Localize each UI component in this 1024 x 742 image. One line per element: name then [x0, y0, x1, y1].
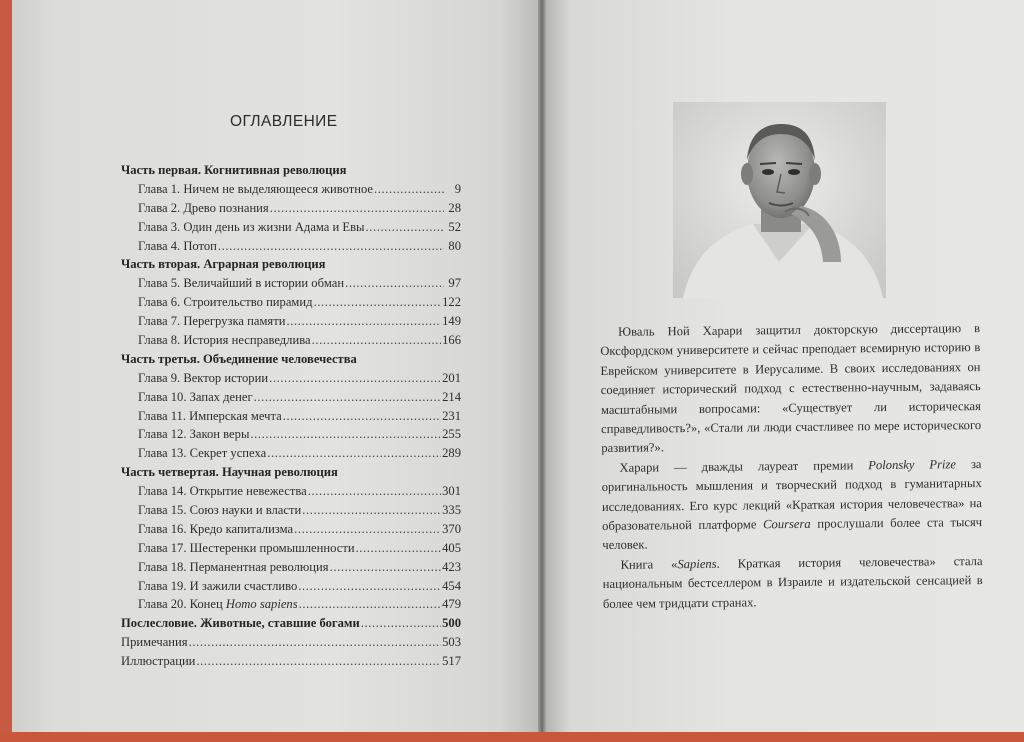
- toc-part-heading: [121, 163, 461, 182]
- toc-page-number: 500: [442, 616, 461, 631]
- toc-entry: [121, 276, 461, 295]
- toc-entry: [121, 446, 461, 465]
- toc-entry-label: Глава 19. И зажили счастливо: [138, 578, 298, 593]
- toc-page-number: 289: [442, 446, 461, 461]
- toc-page-number: 80: [448, 238, 461, 253]
- cover-edge-bottom: [0, 732, 1024, 742]
- toc-entry-label: Глава 11. Имперская мечта: [138, 408, 282, 423]
- toc-entry: [121, 295, 461, 314]
- toc-page-number: 479: [442, 597, 461, 612]
- toc-entry-label: Глава 17. Шестеренки промышленности: [138, 540, 355, 555]
- toc-page-number: 517: [442, 654, 461, 669]
- toc-leader-dots: [254, 390, 441, 405]
- toc-page-number: 231: [442, 408, 461, 423]
- toc-entry: [121, 635, 461, 654]
- toc-entry-label: Глава 16. Кредо капитализма: [138, 521, 294, 536]
- toc-part-heading: [121, 465, 461, 484]
- toc-page-number: 201: [442, 370, 461, 385]
- toc-entry: [121, 427, 461, 446]
- toc-entry-label: Глава 3. Один день из жизни Адама и Евы: [138, 219, 365, 234]
- toc-entry: [121, 597, 461, 616]
- toc-entry-label: Глава 4. Потоп: [138, 238, 217, 253]
- toc-page-number: 149: [442, 314, 461, 329]
- toc-part-heading: [121, 616, 461, 635]
- toc-entry: [121, 560, 461, 579]
- toc-entry-label: Часть вторая. Аграрная революция: [121, 257, 326, 272]
- toc-entry: [121, 409, 461, 428]
- toc-leader-dots: [196, 654, 441, 669]
- toc-page-number: 28: [448, 200, 461, 215]
- toc-leader-dots: [286, 314, 441, 329]
- bio-paragraph-3: Книга «Sapiens. Краткая история человечества» стала национальным бестселлером в Израиле и издательской сенсацией в более чем тридцати странах.: [602, 553, 983, 611]
- toc-entry: [121, 503, 461, 522]
- toc-entry-label: Глава 18. Перманентная революция: [138, 559, 329, 574]
- toc-entry-label: Часть первая. Когнитивная революция: [121, 163, 347, 177]
- toc-page-number: 423: [442, 559, 461, 574]
- toc-entry: [121, 333, 461, 352]
- toc-leader-dots: [269, 371, 441, 386]
- toc-leader-dots: [189, 635, 442, 650]
- author-portrait-illustration: [673, 102, 886, 298]
- toc-page-number: 52: [448, 219, 461, 234]
- toc-entry-label: Глава 13. Секрет успеха: [138, 446, 267, 461]
- toc-leader-dots: [270, 201, 444, 216]
- toc-entry: [121, 201, 461, 220]
- toc-leader-dots: [312, 333, 442, 348]
- toc-leader-dots: [366, 220, 444, 235]
- toc-entry-label: Часть третья. Объединение человечества: [121, 351, 357, 366]
- table-of-contents: [121, 163, 461, 673]
- toc-entry-label: Послесловие. Животные, ставшие богами: [121, 616, 360, 631]
- toc-page-number: 255: [442, 427, 461, 442]
- toc-entry: [121, 522, 461, 541]
- toc-leader-dots: [308, 484, 441, 499]
- toc-entry: [121, 390, 461, 409]
- toc-entry: [121, 484, 461, 503]
- toc-entry-label: Глава 15. Союз науки и власти: [138, 503, 302, 518]
- toc-entry: [121, 654, 461, 673]
- toc-leader-dots: [374, 182, 444, 197]
- toc-entry-label: Глава 8. История несправедлива: [138, 333, 311, 348]
- toc-entry-label: Глава 14. Открытие невежества: [138, 484, 307, 499]
- toc-leader-dots: [294, 522, 441, 537]
- toc-entry: [121, 239, 461, 258]
- toc-part-heading: [121, 257, 461, 276]
- toc-leader-dots: [356, 541, 442, 556]
- toc-page-number: 370: [442, 521, 461, 536]
- toc-page-number: 301: [442, 484, 461, 499]
- toc-leader-dots: [314, 295, 442, 310]
- toc-leader-dots: [250, 427, 441, 442]
- toc-entry-label: Глава 1. Ничем не выделяющееся животное: [138, 181, 374, 196]
- author-photo: [673, 102, 886, 298]
- toc-entry: [121, 220, 461, 239]
- toc-entry-label: Глава 2. Древо познания: [138, 200, 269, 215]
- toc-entry-label: Глава 6. Строительство пирамид: [138, 295, 313, 310]
- cover-edge: [0, 0, 12, 742]
- toc-entry-label: Примечания: [121, 635, 188, 650]
- toc-leader-dots: [302, 503, 441, 518]
- toc-entry-label: Глава 20. Конец Homo sapiens: [138, 597, 298, 612]
- bio-paragraph-1: Юваль Ной Харари защитил докторскую диссертацию в Оксфордском университете и сейчас преподает всемирную историю в Еврейском университете в Иерусалиме. В своих исследованиях он соединяет исторический подход с естественно-научным, задаваясь масштабными вопросами: «Существует ли историческая справедливость?», «Стали ли люди счастливее по мере исторического развития?».: [600, 321, 982, 456]
- toc-page-number: 122: [442, 295, 461, 310]
- toc-leader-dots: [267, 446, 441, 461]
- toc-page-number: 503: [442, 635, 461, 650]
- toc-leader-dots: [345, 276, 444, 291]
- toc-page-number: 97: [448, 276, 461, 291]
- toc-entry-label: Иллюстрации: [121, 654, 196, 669]
- toc-entry-label: Часть четвертая. Научная революция: [121, 465, 338, 480]
- toc-title: ОГЛАВЛЕНИЕ: [230, 113, 338, 130]
- toc-page-number: 166: [442, 333, 461, 348]
- toc-part-heading: [121, 352, 461, 371]
- toc-leader-dots: [298, 579, 441, 594]
- toc-leader-dots: [361, 616, 441, 631]
- toc-entry: [121, 541, 461, 560]
- toc-entry: [121, 314, 461, 333]
- book-gutter: [538, 0, 546, 742]
- toc-entry-label: Глава 12. Закон веры: [138, 427, 250, 442]
- toc-leader-dots: [299, 597, 441, 612]
- toc-leader-dots: [283, 409, 441, 424]
- toc-entry-label: Глава 5. Величайший в истории обман: [138, 276, 345, 291]
- author-bio: [600, 319, 983, 614]
- toc-entry: [121, 182, 461, 201]
- toc-page-number: 335: [442, 503, 461, 518]
- toc-leader-dots: [330, 560, 442, 575]
- toc-page-number: 454: [442, 578, 461, 593]
- toc-page-number: 9: [454, 181, 461, 196]
- toc-leader-dots: [218, 239, 444, 254]
- toc-entry: [121, 371, 461, 390]
- toc-entry-label: Глава 7. Перегрузка памяти: [138, 314, 286, 329]
- toc-page-number: 214: [442, 389, 461, 404]
- toc-page-number: 405: [442, 540, 461, 555]
- toc-entry-label: Глава 10. Запах денег: [138, 389, 253, 404]
- toc-entry: [121, 579, 461, 598]
- bio-paragraph-2: Харари — дважды лауреат премии Polonsky Prize за оригинальность мышления и творческий подход в гуманитарных исследованиях. Его курс лекций «Краткая история человечества» на образовательной платформе Coursera прослушали более ста тысяч человек.: [601, 456, 983, 553]
- toc-entry-label: Глава 9. Вектор истории: [138, 370, 269, 385]
